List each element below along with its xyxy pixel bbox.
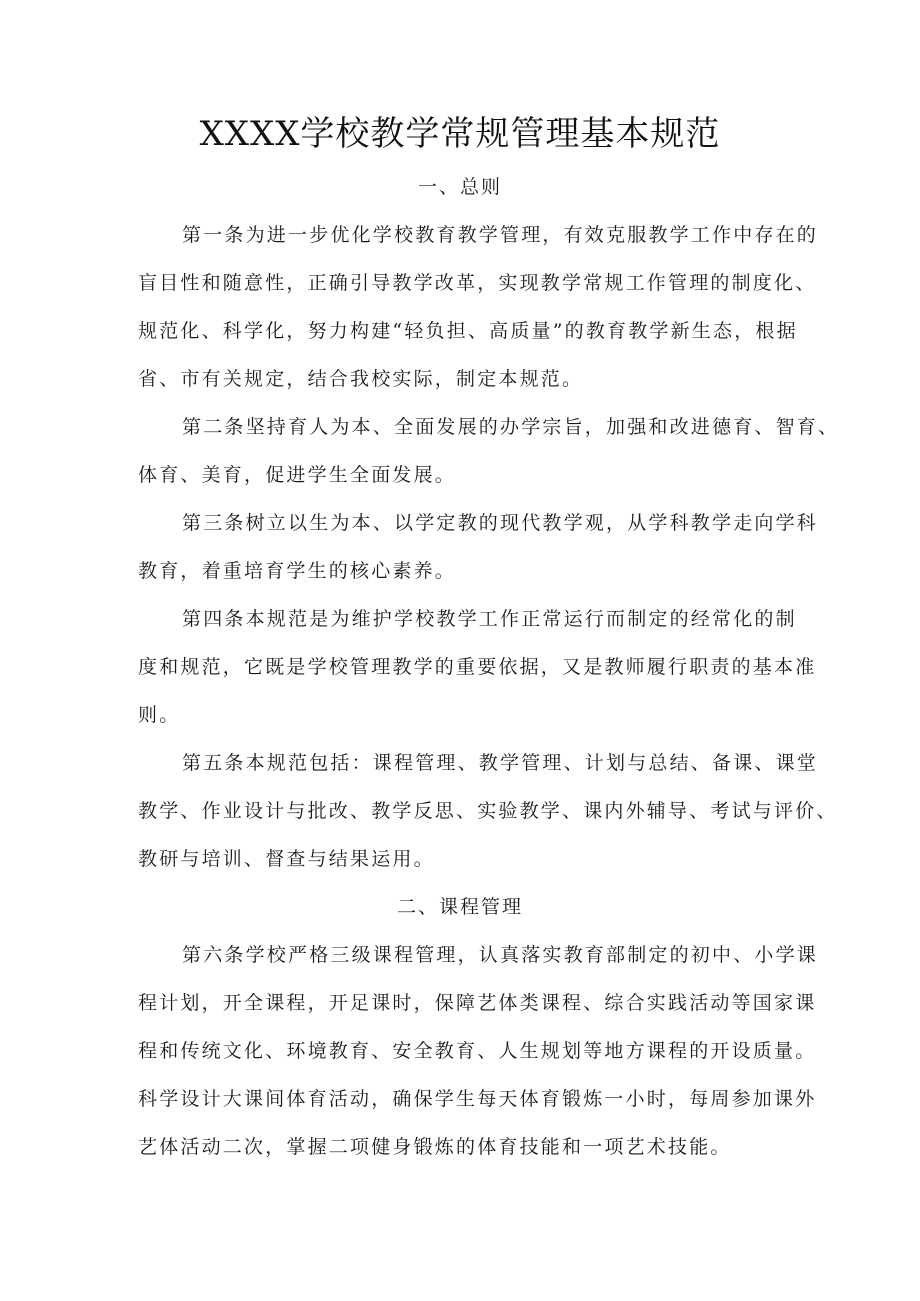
paragraph-line: 盲目性和随意性，正确引导教学改革，实现教学常规工作管理的制度化、: [138, 272, 817, 294]
section-heading-curriculum: 二、课程管理: [396, 896, 523, 918]
paragraph-line: 教学、作业设计与批改、教学反思、实验教学、课内外辅导、考试与评价、: [138, 800, 838, 822]
paragraph-line: 程计划，开全课程，开足课时，保障艺体类课程、综合实践活动等国家课: [138, 992, 817, 1014]
paragraph-line: 第四条本规范是为维护学校教学工作正常运行而制定的经常化的制: [182, 608, 797, 630]
paragraph-line: 科学设计大课间体育活动，确保学生每天体育锻炼一小时，每周参加课外: [138, 1088, 817, 1110]
paragraph-line: 体育、美育，促进学生全面发展。: [138, 464, 457, 486]
document-title: XXXX学校教学常规管理基本规范: [199, 114, 721, 154]
paragraph-line: 教育，着重培育学生的核心素养。: [138, 560, 457, 582]
section-heading-general: 一、总则: [417, 176, 502, 198]
paragraph-line: 度和规范，它既是学校管理教学的重要依据，又是教师履行职责的基本准: [138, 656, 817, 678]
paragraph-line: 第一条为进一步优化学校教育教学管理，有效克服教学工作中存在的: [182, 224, 819, 246]
paragraph-line: 第三条树立以生为本、以学定教的现代教学观，从学科教学走向学科: [182, 512, 819, 534]
paragraph-line: 则。: [138, 704, 181, 726]
paragraph-line: 艺体活动二次，掌握二项健身锻炼的体育技能和一项艺术技能。: [138, 1136, 732, 1158]
paragraph-line: 第六条学校严格三级课程管理，认真落实教育部制定的初中、小学课: [182, 944, 819, 966]
paragraph-line: 第二条坚持育人为本、全面发展的办学宗旨，加强和改进德育、智育、: [182, 416, 840, 438]
paragraph-line: 程和传统文化、环境教育、安全教育、人生规划等地方课程的开设质量。: [138, 1040, 817, 1062]
paragraph-line: 第五条本规范包括：课程管理、教学管理、计划与总结、备课、课堂: [182, 752, 819, 774]
paragraph-line: 规范化、科学化，努力构建“轻负担、高质量”的教育教学新生态，根据: [138, 320, 798, 342]
paragraph-line: 教研与培训、督查与结果运用。: [138, 848, 435, 870]
paragraph-line: 省、市有关规定，结合我校实际，制定本规范。: [138, 368, 584, 390]
